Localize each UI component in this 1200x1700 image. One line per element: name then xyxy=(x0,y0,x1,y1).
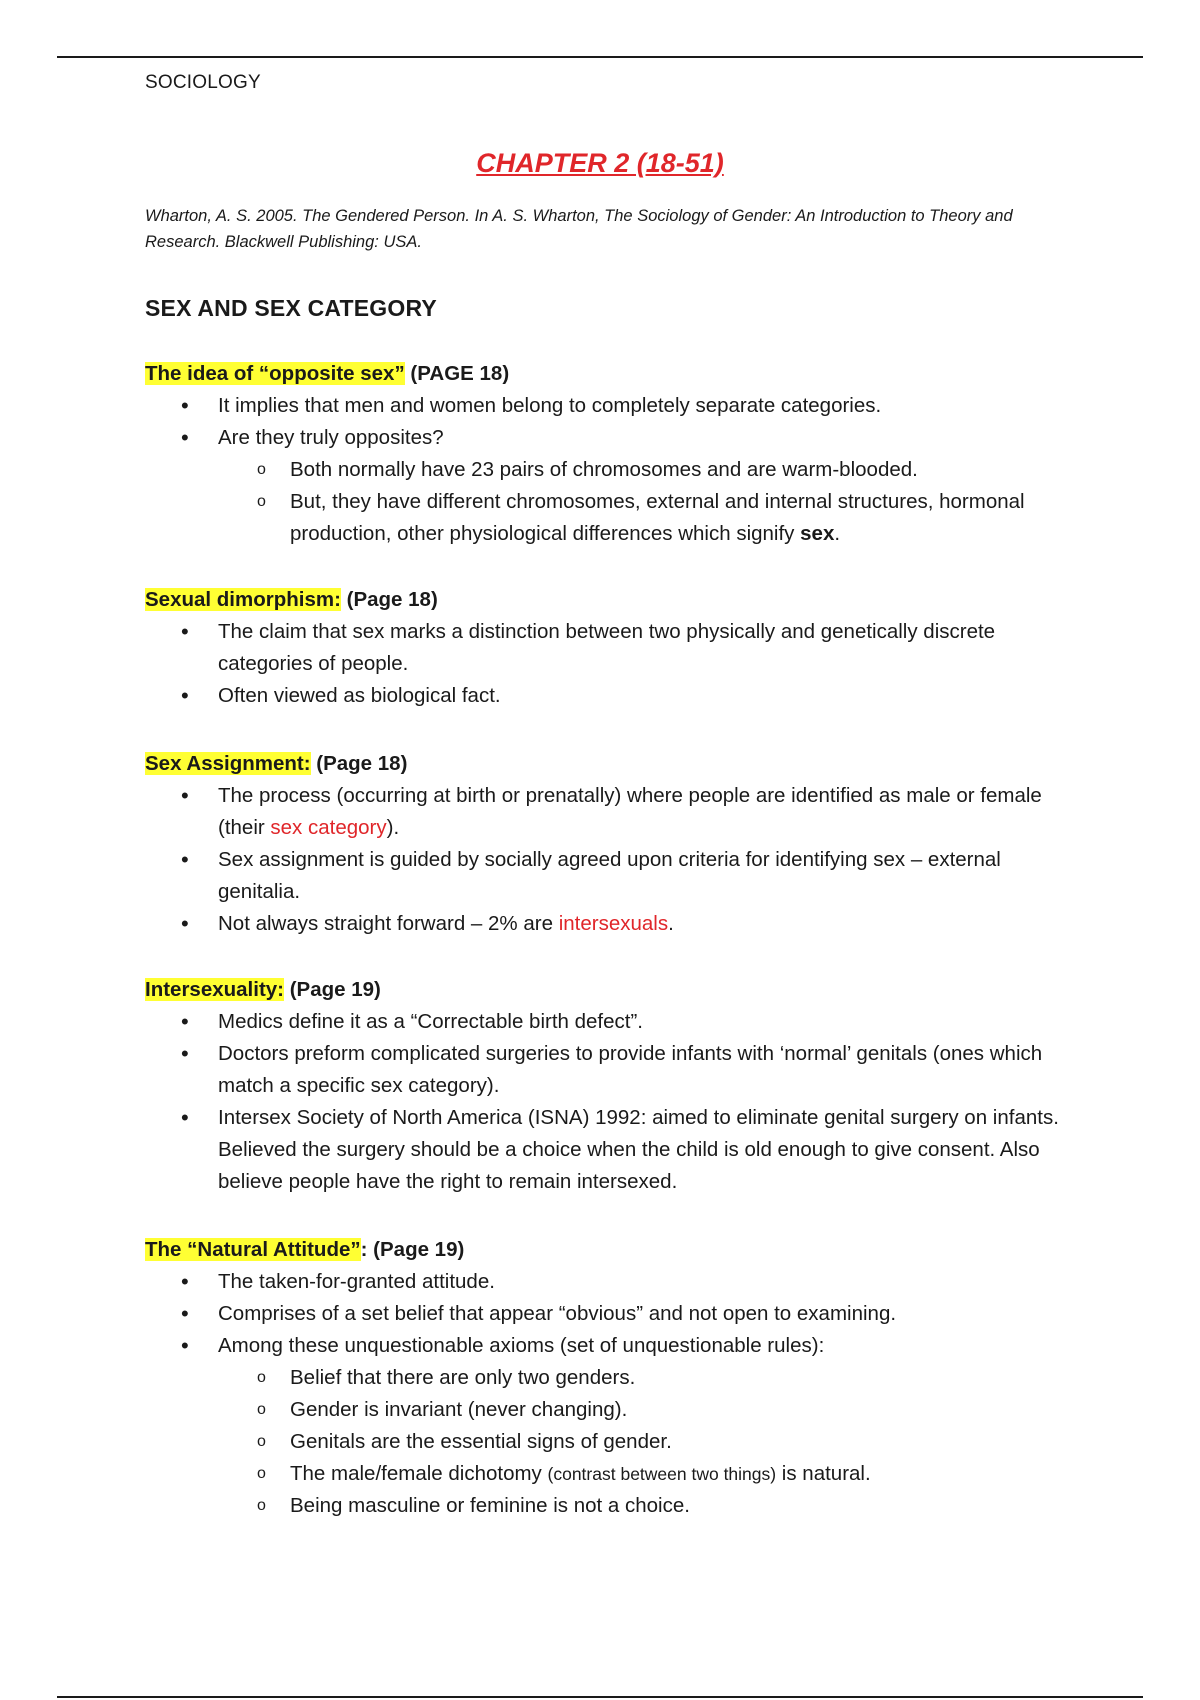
sub-list-item: o Both normally have 23 pairs of chromosomes and are warm-blooded. xyxy=(145,454,1075,486)
intersexuals-term: intersexuals xyxy=(558,912,669,935)
list-item: • The taken-for-granted attitude. xyxy=(145,1266,1075,1298)
heading-page: (Page 19) xyxy=(284,978,381,1001)
sub-item-aside: (contrast between two things) xyxy=(547,1464,777,1484)
sub-item-end: is natural. xyxy=(776,1462,871,1485)
sub-item-text: The male/female dichotomy xyxy=(290,1462,548,1485)
sub-item-text: But, they have different chromosomes, external and internal structures, hormonal production, other physiological differences which signify xyxy=(290,490,1025,545)
list-item xyxy=(145,780,1075,844)
sub-list-item xyxy=(145,486,1075,550)
heading-highlight: Sex Assignment: xyxy=(145,752,311,775)
sub-list-item: o Genitals are the essential signs of gender. xyxy=(145,1426,1075,1458)
list-item-text: Are they truly opposites? xyxy=(218,426,444,449)
list-item: • Often viewed as biological fact. xyxy=(145,680,1075,712)
list-item xyxy=(145,908,1075,940)
dimorphism-heading xyxy=(145,584,1075,616)
section-intersexuality xyxy=(145,974,1075,1198)
sex-category-term: sex category xyxy=(270,816,387,839)
bullet-list xyxy=(145,1266,1075,1522)
section-sexual-dimorphism xyxy=(145,584,1075,712)
assignment-heading xyxy=(145,748,1075,780)
list-item-text: Among these unquestionable axioms (set of unquestionable rules): xyxy=(218,1334,825,1357)
list-item: • Intersex Society of North America (ISNA) 1992: aimed to eliminate genital surgery on infants. Believed the surgery should be a choice when the child is old enough to give consent. Also believe people have the right to remain intersexed. xyxy=(145,1102,1075,1198)
list-item-text: The process (occurring at birth or prenatally) where people are identified as male or female (their xyxy=(218,784,1042,839)
bullet-list xyxy=(145,780,1075,940)
list-item: • It implies that men and women belong to completely separate categories. xyxy=(145,390,1075,422)
sub-list-item: o Gender is invariant (never changing). xyxy=(145,1394,1075,1426)
list-item: • Sex assignment is guided by socially agreed upon criteria for identifying sex – external genitalia. xyxy=(145,844,1075,908)
heading-page: : (Page 19) xyxy=(360,1238,465,1261)
heading-highlight: Sexual dimorphism: xyxy=(145,588,341,611)
sub-list-item: o Belief that there are only two genders. xyxy=(145,1362,1075,1394)
header-label: SOCIOLOGY xyxy=(145,72,261,93)
sub-list-item xyxy=(145,1458,1075,1490)
bullet-list xyxy=(145,1006,1075,1198)
bullet-list xyxy=(145,390,1075,550)
sub-list xyxy=(145,1362,1075,1522)
list-item xyxy=(145,1330,1075,1522)
heading-highlight: Intersexuality: xyxy=(145,978,284,1001)
chapter-title: CHAPTER 2 (18-51) xyxy=(476,148,724,178)
sub-list xyxy=(145,454,1075,550)
list-item: • Doctors preform complicated surgeries to provide infants with ‘normal’ genitals (ones which match a specific sex category). xyxy=(145,1038,1075,1102)
list-item xyxy=(145,422,1075,550)
list-item: • Medics define it as a “Correctable birth defect”. xyxy=(145,1006,1075,1038)
heading-page: (Page 18) xyxy=(310,752,408,775)
heading-page: (PAGE 18) xyxy=(404,362,510,385)
list-item: • Comprises of a set belief that appear “obvious” and not open to examining. xyxy=(145,1298,1075,1330)
sub-item-end: . xyxy=(834,522,841,545)
heading-highlight: The idea of “opposite sex” xyxy=(145,362,405,385)
section-sex-assignment xyxy=(145,748,1075,940)
bottom-rule xyxy=(57,1696,1143,1698)
list-item-text: Not always straight forward – 2% are xyxy=(218,912,559,935)
sub-item-bold: sex xyxy=(800,522,835,545)
section-opposite-sex xyxy=(145,358,1075,550)
bullet-list xyxy=(145,616,1075,712)
heading-page: (Page 18) xyxy=(340,588,438,611)
top-rule xyxy=(57,56,1143,58)
intersexuality-heading xyxy=(145,974,1075,1006)
list-item-end: ). xyxy=(386,816,400,839)
section-natural-attitude xyxy=(145,1234,1075,1522)
opposite-sex-heading xyxy=(145,358,1075,390)
citation: Wharton, A. S. 2005. The Gendered Person. In A. S. Wharton, The Sociology of Gender: An Introduction to Theory and Research. Blackwell Publishing: USA. xyxy=(145,207,1013,251)
list-item-end: . xyxy=(668,912,674,935)
sub-list-item: o Being masculine or feminine is not a choice. xyxy=(145,1490,1075,1522)
section-title: SEX AND SEX CATEGORY xyxy=(145,295,437,321)
heading-highlight: The “Natural Attitude” xyxy=(145,1238,361,1261)
natural-attitude-heading xyxy=(145,1234,1075,1266)
list-item: • The claim that sex marks a distinction between two physically and genetically discrete categories of people. xyxy=(145,616,1075,680)
